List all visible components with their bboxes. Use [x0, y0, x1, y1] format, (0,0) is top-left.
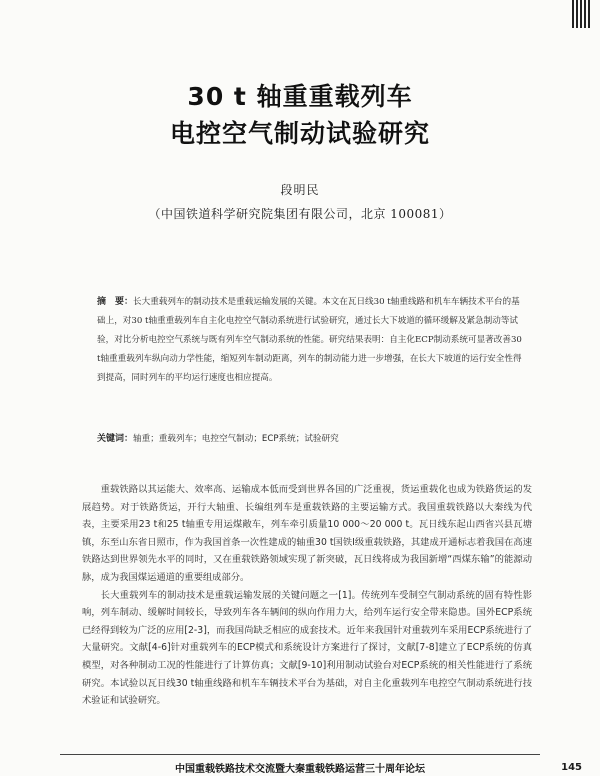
footer-divider: [60, 754, 540, 755]
body-paragraph-1: 重载铁路以其运能大、效率高、运输成本低而受到世界各国的广泛重视，货运重载化也成为铁路货运的发展趋势。对于铁路货运，开行大轴重、长编组列车是重载铁路的主要运输方式。我国重载铁路以大秦线为代表，主要采用23 t和25 t轴重专用运煤敞车，列车牵引质量10 000～20 000 t。瓦日线东起山西省兴县瓦塘镇，东至山东省日照市，作为我国首条一次性建成的轴重30 t国铁Ⅰ级重载铁路，其建成开通标志着我国在高速铁路达到世界领先水平的同时，又在重载铁路领域实现了新突破，瓦日线将成为我国新增“西煤东输”的能源动脉，成为我国煤运通道的重要组成部分。: [82, 484, 532, 583]
body-text: [82, 481, 532, 710]
scan-artifact: [572, 0, 590, 28]
footer-conference: 中国重载铁路技术交流暨大秦重载铁路运营三十周年论坛: [175, 764, 425, 775]
author: 段明民: [280, 183, 320, 197]
title-line-2: 电控空气制动试验研究: [169, 119, 430, 148]
keywords: [97, 432, 527, 446]
keywords-label: 关键词：: [97, 434, 134, 444]
affiliation: （中国铁道科学研究院集团有限公司，北京 100081）: [148, 207, 452, 221]
keywords-text: 轴重；重载列车；电控空气制动；ECP系统；试验研究: [133, 434, 339, 444]
body-paragraph-2: 长大重载列车的制动技术是重载运输发展的关键问题之一[1]。传统列车受制空气制动系统的固有特性影响，列车制动、缓解时间较长，导致列车各车辆间的纵向作用力大，给列车运行安全带来隐患。国外ECP系统已经得到较为广泛的应用[2-3]，而我国尚缺乏相应的成套技术。近年来我国针对重载列车采用ECP系统进行了大量研究。文献[4-6]针对重载列车的ECP模式和系统设计方案进行了探讨，文献[7-8]建立了ECP系统的仿真模型，对各种制动工况的性能进行了计算仿真；文献[9-10]利用制动试验台对ECP系统的相关性能进行了系统研究。本试验以瓦日线30 t轴重线路和机车车辆技术平台为基础，对自主化重载列车电控空气制动系统进行技术验证和试验研究。: [82, 589, 532, 707]
abstract-label: 摘 要：: [97, 297, 134, 307]
page-number: 145: [561, 762, 582, 773]
abstract: [97, 293, 527, 388]
title-line-1: 30 t 轴重重载列车: [187, 82, 413, 111]
abstract-text: 长大重载列车的制动技术是重载运输发展的关键。本文在瓦日线30 t轴重线路和机车车辆技术平台的基础上，对30 t轴重重载列车自主化电控空气制动系统进行试验研究，通过长大下坡道的循环缓解及紧急制动等试验，对比分析电控空气系统与既有列车空气制动系统的性能。研究结果表明：自主化ECP制动系统可显著改善30 t轴重重载列车纵向动力学性能，缩短列车制动距离，列车的制动能力进一步增强，在长大下坡道的运行安全性得到提高，同时列车的平均运行速度也相应提高。: [97, 297, 522, 383]
